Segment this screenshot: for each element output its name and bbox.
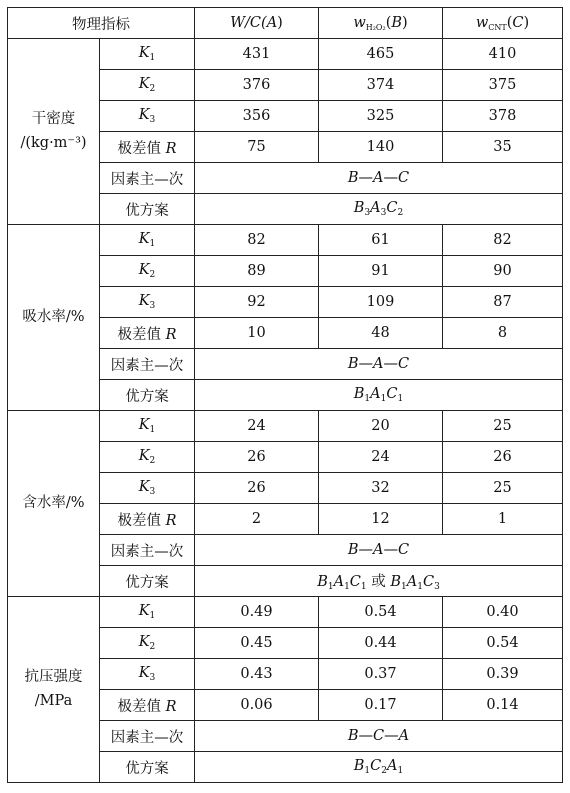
- range-label-cell: [100, 318, 195, 349]
- header-b-var: B: [391, 14, 403, 31]
- opt-factor: C: [370, 758, 382, 774]
- value-c: 410: [443, 39, 563, 70]
- k-index: 1: [149, 611, 156, 621]
- k-index: 3: [149, 487, 156, 497]
- value-b: 20: [319, 411, 443, 442]
- indicator-name-cell: [8, 597, 100, 783]
- value-a: 356: [195, 101, 319, 132]
- table-header-row: [8, 8, 563, 39]
- opt-factor: C: [386, 386, 398, 402]
- value-a: 0.06: [195, 690, 319, 721]
- value-b: 32: [319, 473, 443, 504]
- header-c-var: C: [512, 14, 524, 31]
- opt-level: 1: [397, 394, 404, 404]
- k-symbol: K: [138, 76, 150, 92]
- header-c-w: w: [475, 14, 489, 31]
- header-factor-a: [195, 8, 319, 39]
- range-label-cell: [100, 504, 195, 535]
- value-a: 0.49: [195, 597, 319, 628]
- value-c: 0.39: [443, 659, 563, 690]
- k-symbol: K: [138, 634, 150, 650]
- header-a-end: ): [277, 15, 283, 31]
- range-symbol: R: [165, 140, 177, 157]
- indicator-name: 抗压强度: [24, 669, 83, 686]
- range-label: 极差值: [117, 698, 166, 715]
- opt-level: 1: [380, 394, 387, 404]
- header-c-open: (: [506, 14, 513, 31]
- value-b: 48: [319, 318, 443, 349]
- value-c: 25: [443, 473, 563, 504]
- value-c: 90: [443, 256, 563, 287]
- value-b: 0.17: [319, 690, 443, 721]
- k-label-cell: [100, 225, 195, 256]
- header-c-end: ): [523, 14, 530, 31]
- value-a: 26: [195, 442, 319, 473]
- k-symbol: K: [138, 293, 150, 309]
- value-c: 25: [443, 411, 563, 442]
- value-c: 26: [443, 442, 563, 473]
- k-index: 1: [149, 425, 156, 435]
- k-symbol: K: [138, 231, 150, 247]
- value-a: 24: [195, 411, 319, 442]
- value-b: 374: [319, 70, 443, 101]
- range-label: 极差值: [117, 512, 166, 529]
- k-label-cell: [100, 101, 195, 132]
- value-a: 376: [195, 70, 319, 101]
- opt-level: 1: [344, 582, 350, 592]
- value-b: 0.37: [319, 659, 443, 690]
- factor-order-label: 因素主—次: [100, 721, 195, 752]
- value-b: 109: [319, 287, 443, 318]
- k-index: 2: [149, 642, 156, 652]
- optimal-scheme-value: [195, 752, 563, 783]
- range-symbol: R: [165, 326, 177, 343]
- factor-order-value: B—A—C: [195, 535, 563, 566]
- value-a: 431: [195, 39, 319, 70]
- k-label-cell: [100, 659, 195, 690]
- header-c-sub: CNT: [488, 22, 507, 32]
- k-symbol: K: [138, 665, 150, 681]
- optimal-scheme-label: 优方案: [100, 566, 195, 597]
- indicator-unit: /(kg·m⁻³): [20, 134, 87, 151]
- value-c: 35: [443, 132, 563, 163]
- k-index: 2: [149, 270, 156, 280]
- k-label-cell: [100, 628, 195, 659]
- indicator-name: 吸水率/%: [22, 308, 85, 325]
- header-b-w: w: [353, 14, 366, 31]
- value-c: 87: [443, 287, 563, 318]
- optimal-scheme-value: [195, 194, 563, 225]
- value-c: 82: [443, 225, 563, 256]
- k-index: 1: [149, 239, 156, 249]
- value-c: 0.54: [443, 628, 563, 659]
- k-symbol: K: [138, 448, 150, 464]
- range-label-cell: [100, 132, 195, 163]
- k-index: 2: [149, 456, 156, 466]
- table-row: [8, 597, 563, 628]
- orthogonal-results-table: [7, 7, 563, 783]
- value-b: 0.54: [319, 597, 443, 628]
- opt-level: 1: [417, 582, 423, 592]
- value-b: 24: [319, 442, 443, 473]
- opt-level: 1: [360, 582, 367, 592]
- indicator-name: 干密度: [31, 111, 76, 128]
- factor-order-label: 因素主—次: [100, 163, 195, 194]
- k-index: 3: [149, 115, 156, 125]
- factor-order-label: 因素主—次: [100, 349, 195, 380]
- range-label: 极差值: [117, 140, 166, 157]
- indicator-name-cell: [8, 225, 100, 411]
- value-c: 0.40: [443, 597, 563, 628]
- value-b: 325: [319, 101, 443, 132]
- optimal-scheme-label: 优方案: [100, 380, 195, 411]
- indicator-name-cell: [8, 411, 100, 597]
- table-body: [8, 39, 563, 783]
- value-a: 82: [195, 225, 319, 256]
- header-factor-c: [443, 8, 563, 39]
- opt-level: 3: [364, 208, 371, 218]
- opt-factor: B: [317, 574, 328, 590]
- k-symbol: K: [138, 262, 150, 278]
- value-a: 2: [195, 504, 319, 535]
- value-c: 8: [443, 318, 563, 349]
- opt-factor: A: [370, 200, 381, 216]
- factor-order-value: B—A—C: [195, 163, 563, 194]
- header-indicator: 物理指标: [8, 8, 195, 39]
- opt-level: 3: [434, 582, 440, 592]
- header-factor-b: [319, 8, 443, 39]
- opt-level: 1: [327, 582, 334, 592]
- table-row: [8, 39, 563, 70]
- optimal-scheme-value: [195, 380, 563, 411]
- opt-level: 3: [380, 208, 387, 218]
- value-a: 0.43: [195, 659, 319, 690]
- opt-factor: C: [349, 574, 361, 590]
- value-a: 75: [195, 132, 319, 163]
- range-symbol: R: [165, 698, 177, 715]
- k-symbol: K: [138, 479, 150, 495]
- factor-order-value: B—A—C: [195, 349, 563, 380]
- opt-level: 2: [397, 208, 404, 218]
- value-b: 140: [319, 132, 443, 163]
- opt-factor: B: [353, 386, 365, 402]
- k-label-cell: [100, 39, 195, 70]
- k-label-cell: [100, 70, 195, 101]
- k-label-cell: [100, 597, 195, 628]
- value-c: 0.14: [443, 690, 563, 721]
- header-a-main: W/C(: [230, 15, 267, 31]
- range-label: 极差值: [117, 326, 166, 343]
- header-b-sub: H₂O₂: [365, 22, 386, 32]
- range-label-cell: [100, 690, 195, 721]
- indicator-name: 含水率/%: [22, 494, 85, 511]
- opt-factor: C: [422, 574, 435, 590]
- factor-order-value: B—C—A: [195, 721, 563, 752]
- optimal-scheme-label: 优方案: [100, 752, 195, 783]
- opt-level: 1: [364, 766, 371, 776]
- opt-factor: A: [406, 574, 418, 590]
- value-c: 375: [443, 70, 563, 101]
- value-a: 26: [195, 473, 319, 504]
- k-symbol: K: [138, 107, 150, 123]
- value-b: 91: [319, 256, 443, 287]
- value-b: 61: [319, 225, 443, 256]
- value-a: 10: [195, 318, 319, 349]
- opt-level: 2: [381, 766, 387, 776]
- k-label-cell: [100, 411, 195, 442]
- k-label-cell: [100, 256, 195, 287]
- opt-factor: C: [386, 200, 398, 216]
- opt-level: 1: [364, 394, 371, 404]
- opt-level: 1: [401, 582, 407, 592]
- value-c: 1: [443, 504, 563, 535]
- indicator-name-cell: [8, 39, 100, 225]
- opt-factor: B: [390, 574, 402, 590]
- header-b-end: ): [402, 14, 408, 31]
- value-c: 378: [443, 101, 563, 132]
- optimal-scheme-label: 优方案: [100, 194, 195, 225]
- value-a: 92: [195, 287, 319, 318]
- k-index: 1: [149, 53, 156, 63]
- k-symbol: K: [138, 603, 150, 619]
- value-b: 12: [319, 504, 443, 535]
- k-index: 3: [149, 673, 156, 683]
- opt-factor: A: [370, 386, 381, 402]
- opt-factor: B: [353, 200, 365, 216]
- factor-order-label: 因素主—次: [100, 535, 195, 566]
- k-symbol: K: [138, 417, 150, 433]
- value-a: 0.45: [195, 628, 319, 659]
- k-index: 3: [149, 301, 156, 311]
- optimal-scheme-value: [195, 566, 563, 597]
- opt-factor: A: [387, 758, 398, 774]
- k-label-cell: [100, 442, 195, 473]
- indicator-unit: /MPa: [34, 692, 73, 709]
- value-b: 0.44: [319, 628, 443, 659]
- range-symbol: R: [165, 512, 177, 529]
- table-row: [8, 411, 563, 442]
- k-label-cell: [100, 473, 195, 504]
- optimal-or: 或: [366, 574, 391, 590]
- table-row: [8, 225, 563, 256]
- k-label-cell: [100, 287, 195, 318]
- opt-factor: B: [353, 758, 365, 774]
- opt-factor: A: [333, 574, 345, 590]
- opt-level: 1: [397, 766, 404, 776]
- k-symbol: K: [138, 45, 150, 61]
- value-a: 89: [195, 256, 319, 287]
- k-index: 2: [149, 84, 156, 94]
- value-b: 465: [319, 39, 443, 70]
- header-b-open: (: [385, 14, 392, 31]
- header-a-var: A: [266, 15, 278, 31]
